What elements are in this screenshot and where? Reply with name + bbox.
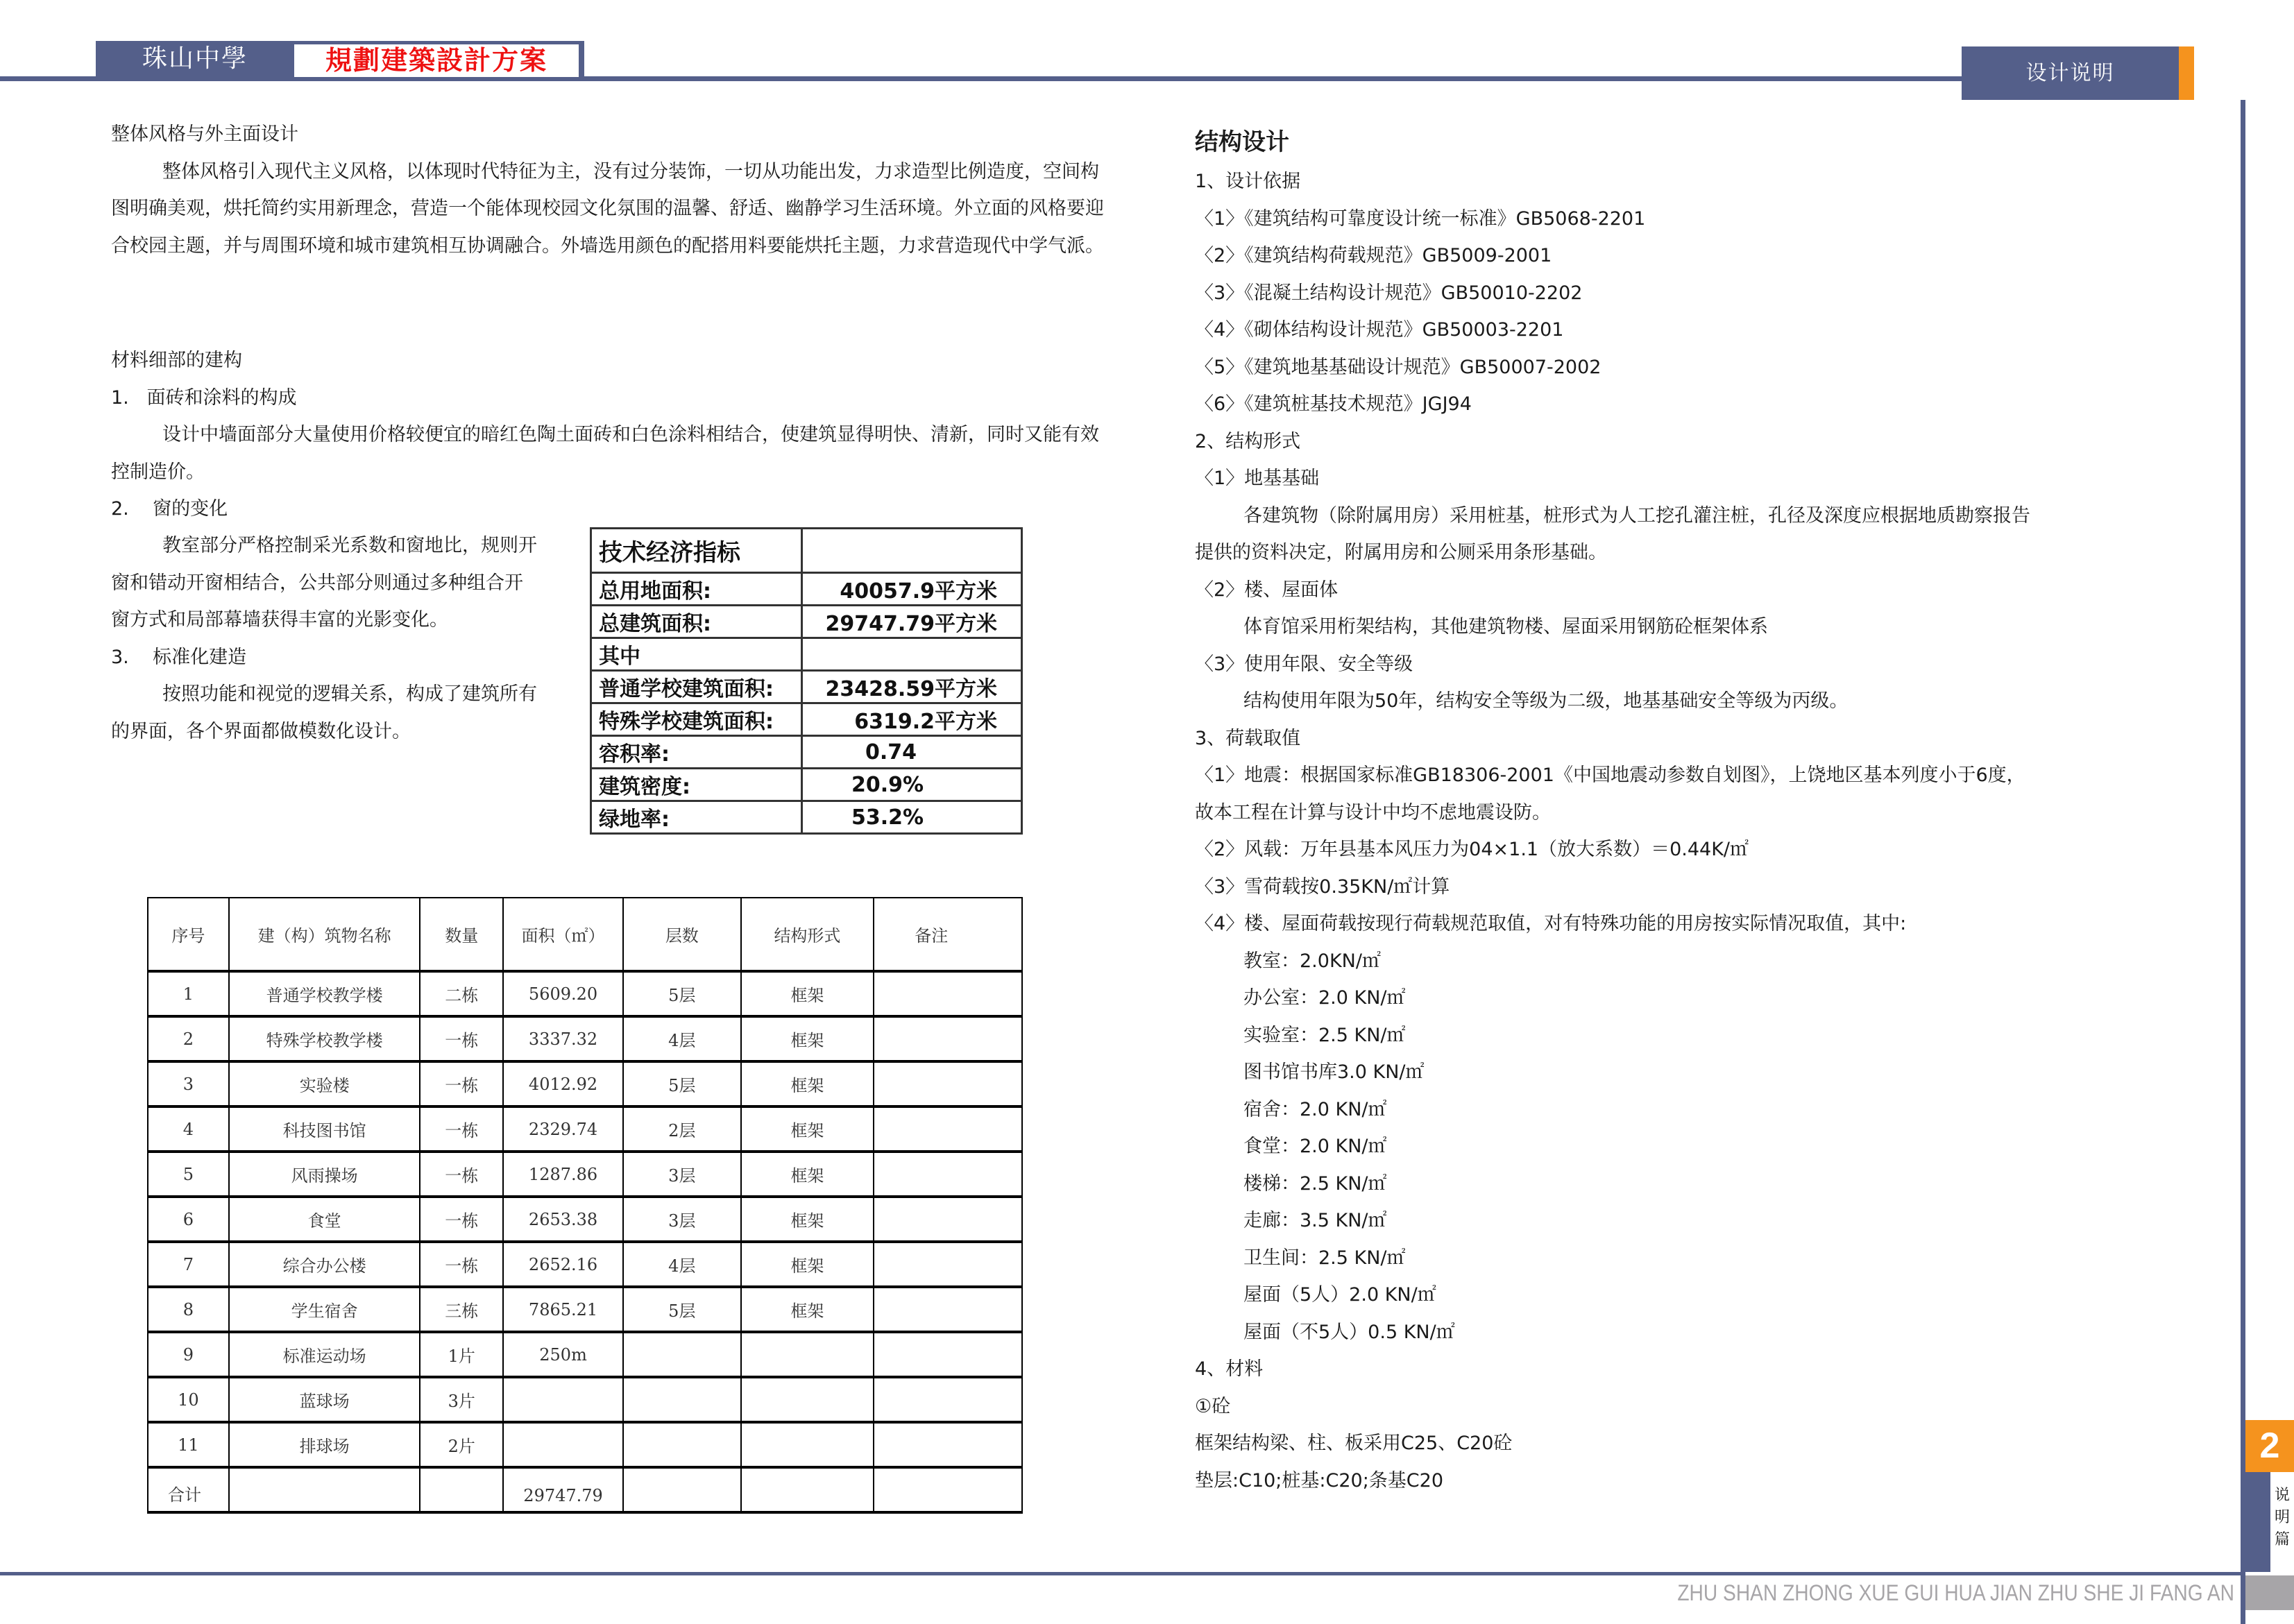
cell-index: 9: [148, 1332, 229, 1377]
basis-item: 〈2〉《建筑结构荷载规范》GB5009-2001: [1195, 245, 1552, 266]
indicator-value: 53.2%: [802, 801, 1022, 834]
cell-name: 普通学校教学楼: [229, 971, 420, 1016]
cell-index: 1: [148, 971, 229, 1016]
col-header-area: 面积（㎡）: [503, 898, 623, 971]
section-tab: 设计说明: [1962, 46, 2179, 100]
indicator-label: 总用地面积:: [591, 573, 802, 606]
cell-area: 3337.32: [503, 1016, 623, 1061]
cell-notes: [874, 1422, 1022, 1467]
basis-item: 〈1〉《建筑结构可靠度设计统一标准》GB5068-2201: [1195, 207, 1646, 230]
table-row: [148, 1016, 1022, 1061]
table-row: [148, 1377, 1022, 1422]
page-corner: [2245, 1575, 2294, 1610]
cell-area: 1287.86: [503, 1152, 623, 1197]
indicator-label: 普通学校建筑面积:: [591, 671, 802, 703]
cell-structure: 框架: [741, 1061, 874, 1106]
cell-notes: [874, 1106, 1022, 1152]
col-header-notes: 备注: [874, 898, 1022, 971]
cell-area: 5609.20: [503, 971, 623, 1016]
load-snow: 〈3〉雪荷载按0.35KN/㎡计算: [1195, 875, 1450, 898]
table-row: [148, 1152, 1022, 1197]
cell-structure: [741, 1377, 874, 1422]
form-1-body: 各建筑物（除附属用房）采用桩基，桩形式为人工挖孔灌注桩，孔径及深度应根据地质勘察报告: [1243, 504, 2030, 527]
cell-floors: 3层: [623, 1197, 741, 1242]
material-line: 垫层:C10;桩基:C20;条基C20: [1195, 1469, 1444, 1491]
indicator-title-blank: [802, 529, 1022, 573]
basis-item: 〈3〉《混凝土结构设计规范》GB50010-2202: [1195, 282, 1583, 304]
building-header-row: [148, 898, 1022, 971]
total-label: 合计: [148, 1467, 229, 1512]
cell-count: 二栋: [420, 971, 503, 1016]
cell-floors: 5层: [623, 1287, 741, 1332]
header-rule: [0, 76, 1978, 81]
load-value: 楼梯：2.5 KN/㎡: [1243, 1172, 1387, 1195]
load-value: 食堂：2.0 KN/㎡: [1243, 1136, 1387, 1157]
cell-count: 1片: [420, 1332, 503, 1377]
material-heading: 4、材料: [1195, 1358, 1264, 1380]
cell-name: 风雨操场: [229, 1152, 420, 1197]
cell-notes: [874, 1152, 1022, 1197]
cell-notes: [874, 1287, 1022, 1332]
cell-structure: 框架: [741, 971, 874, 1016]
indicator-row: [591, 736, 1022, 769]
cell-count: 一栋: [420, 1061, 503, 1106]
cell-floors: 5层: [623, 1061, 741, 1106]
load-value: 图书馆书库3.0 KN/㎡: [1243, 1061, 1425, 1083]
cell-area: 250m: [503, 1332, 623, 1377]
cell-notes: [874, 971, 1022, 1016]
cell-notes: [874, 1242, 1022, 1287]
item3-body: 按照功能和视觉的逻辑关系，构成了建筑所有的界面，各个界面都做模数化设计。: [111, 683, 537, 742]
style-section: [111, 116, 1103, 264]
form-heading: 2、结构形式: [1195, 430, 1301, 452]
cell-index: 7: [148, 1242, 229, 1287]
col-header-structure: 结构形式: [741, 898, 874, 971]
load-value: 宿舍：2.0 KN/㎡: [1243, 1098, 1387, 1120]
indicator-header-row: [591, 529, 1022, 573]
cell-notes: [874, 1061, 1022, 1106]
indicator-row: [591, 638, 1022, 671]
cell-area: 4012.92: [503, 1061, 623, 1106]
style-body: 整体风格引入现代主义风格，以体现时代特征为主，没有过分装饰，一切从功能出发，力求造型比例造度，空间构图明确美观，烘托简约实用新理念，营造一个能体现校园文化氛围的温馨、舒适、幽静学习生活环境。外立面的风格要迎合校园主题，并与周围环境和城市建筑相互协调融合。外墙选用颜色的配搭用料要能烘托主题，力求营造现代中学气派。: [111, 160, 1104, 257]
table-row: [148, 1287, 1022, 1332]
cell-count: 一栋: [420, 1197, 503, 1242]
col-header-count: 数量: [420, 898, 503, 971]
cell-area: [503, 1422, 623, 1467]
table-row: [148, 1422, 1022, 1467]
indicator-value: 40057.9平方米: [802, 573, 1022, 606]
cell-structure: 框架: [741, 1152, 874, 1197]
total-blank: [229, 1467, 420, 1512]
total-blank: [623, 1467, 741, 1512]
cell-floors: 3层: [623, 1152, 741, 1197]
page-number: 2: [2245, 1420, 2294, 1472]
cell-count: 三栋: [420, 1287, 503, 1332]
item2-body: 教室部分严格控制采光系数和窗地比，规则开窗和错动开窗相结合，公共部分则通过多种组合开窗方式和局部幕墙获得丰富的光影变化。: [111, 535, 537, 631]
cell-structure: 框架: [741, 1106, 874, 1152]
cell-floors: [623, 1332, 741, 1377]
cell-count: 一栋: [420, 1242, 503, 1287]
cell-name: 实验楼: [229, 1061, 420, 1106]
cell-name: 综合办公楼: [229, 1242, 420, 1287]
cell-name: 排球场: [229, 1422, 420, 1467]
col-header-floors: 层数: [623, 898, 741, 971]
indicator-row: [591, 671, 1022, 703]
cell-floors: 5层: [623, 971, 741, 1016]
cell-structure: [741, 1422, 874, 1467]
header-brand: [96, 41, 584, 77]
indicator-label: 容积率:: [591, 736, 802, 769]
cell-name: 食堂: [229, 1197, 420, 1242]
load-value: 屋面（5人）2.0 KN/㎡: [1243, 1284, 1436, 1306]
cell-index: 10: [148, 1377, 229, 1422]
indicator-title: 技术经济指标: [591, 529, 802, 573]
cell-floors: [623, 1377, 741, 1422]
material-heading: 材料细部的建构: [111, 350, 242, 371]
load-value: 屋面（不5人）0.5 KN/㎡: [1243, 1321, 1455, 1343]
load-value: 走廊：3.5 KN/㎡: [1243, 1210, 1387, 1231]
total-blank: [741, 1467, 874, 1512]
cell-floors: 2层: [623, 1106, 741, 1152]
indicator-label: 其中: [591, 638, 802, 671]
table-row: [148, 1061, 1022, 1106]
load-value: 卫生间：2.5 KN/㎡: [1243, 1247, 1406, 1269]
cell-count: 一栋: [420, 1016, 503, 1061]
building-total-row: [148, 1467, 1022, 1512]
cell-index: 6: [148, 1197, 229, 1242]
indicator-row: [591, 606, 1022, 638]
form-1-body-cont: 提供的资料决定，附属用房和公厕采用条形基础。: [1195, 542, 1607, 563]
cell-notes: [874, 1197, 1022, 1242]
cell-index: 8: [148, 1287, 229, 1332]
item1-title: 1. 面砖和涂料的构成: [111, 386, 297, 409]
load-heading: 3、荷载取值: [1195, 727, 1301, 749]
chapter-label: [2270, 1485, 2294, 1551]
cell-floors: [623, 1422, 741, 1467]
load-seismic-cont: 故本工程在计算与设计中均不虑地震设防。: [1195, 801, 1551, 823]
indicator-row: [591, 573, 1022, 606]
table-row: [148, 1197, 1022, 1242]
indicator-value: 23428.59平方米: [802, 671, 1022, 703]
table-row: [148, 971, 1022, 1016]
basis-item: 〈5〉《建筑地基基础设计规范》GB50007-2002: [1195, 356, 1601, 378]
indicator-value: 0.74: [802, 736, 1022, 769]
chapter-char: 说: [2274, 1487, 2290, 1504]
right-margin-rule: [2241, 100, 2245, 1624]
load-floor: 〈4〉楼、屋面荷载按现行荷载规范取值，对有特殊功能的用房按实际情况取值，其中:: [1195, 913, 1907, 934]
cell-area: 2653.38: [503, 1197, 623, 1242]
item2-title: 2. 窗的变化: [111, 498, 228, 520]
chapter-char: 明: [2274, 1509, 2290, 1526]
load-value: 教室：2.0KN/㎡: [1243, 950, 1381, 972]
table-row: [148, 1106, 1022, 1152]
load-seismic: 〈1〉地震：根据国家标准GB18306-2001《中国地震动参数自划图》，上饶地区基本列度小于6度，: [1195, 764, 2025, 786]
structure-title: 结构设计: [1195, 128, 1289, 156]
cell-index: 11: [148, 1422, 229, 1467]
cell-name: 蓝球场: [229, 1377, 420, 1422]
basis-item: 〈6〉《建筑桩基技术规范》JGJ94: [1195, 393, 1472, 415]
page-strip: [2245, 1472, 2270, 1572]
indicator-row: [591, 703, 1022, 736]
cell-floors: 4层: [623, 1242, 741, 1287]
indicator-label: 建筑密度:: [591, 769, 802, 801]
form-2-title: 〈2〉楼、屋面体: [1195, 579, 1339, 601]
indicator-value: [802, 638, 1022, 671]
cell-name: 学生宿舍: [229, 1287, 420, 1332]
basis-item: 〈4〉《砌体结构设计规范》GB50003-2201: [1195, 319, 1564, 341]
indicator-value: 29747.79平方米: [802, 606, 1022, 638]
cell-floors: 4层: [623, 1016, 741, 1061]
form-3-body: 结构使用年限为50年，结构安全等级为二级，地基基础安全等级为丙级。: [1243, 690, 1849, 712]
item3-title: 3. 标准化建造: [111, 646, 247, 668]
cell-name: 标准运动场: [229, 1332, 420, 1377]
footer-pinyin: ZHU SHAN ZHONG XUE GUI HUA JIAN ZHU SHE JI FANG AN: [1677, 1580, 2234, 1605]
chapter-char: 篇: [2274, 1531, 2290, 1548]
cell-count: 一栋: [420, 1152, 503, 1197]
cell-index: 3: [148, 1061, 229, 1106]
table-row: [148, 1242, 1022, 1287]
indicator-value: 20.9%: [802, 769, 1022, 801]
school-name: 珠山中學: [142, 44, 248, 73]
cell-area: 7865.21: [503, 1287, 623, 1332]
cell-count: 一栋: [420, 1106, 503, 1152]
col-header-name: 建（构）筑物名称: [229, 898, 420, 971]
table-row: [148, 1332, 1022, 1377]
cell-notes: [874, 1377, 1022, 1422]
cell-structure: 框架: [741, 1242, 874, 1287]
building-rows: [148, 971, 1022, 1467]
indicator-row: [591, 769, 1022, 801]
total-blank: [874, 1467, 1022, 1512]
document-title: 規劃建築設計方案: [294, 44, 579, 77]
indicator-label: 绿地率:: [591, 801, 802, 834]
cell-count: 3片: [420, 1377, 503, 1422]
indicator-table: [590, 527, 1023, 835]
form-3-title: 〈3〉使用年限、安全等级: [1195, 653, 1413, 675]
section-tab-accent: [2179, 46, 2194, 100]
item1-body: 设计中墙面部分大量使用价格较便宜的暗红色陶土面砖和白色涂料相结合，使建筑显得明快、清新，同时又能有效控制造价。: [111, 424, 1099, 483]
indicator-label: 总建筑面积:: [591, 606, 802, 638]
total-blank: [420, 1467, 503, 1512]
cell-area: 2329.74: [503, 1106, 623, 1152]
basis-heading: 1、设计依据: [1195, 171, 1301, 192]
cell-area: 2652.16: [503, 1242, 623, 1287]
indicator-label: 特殊学校建筑面积:: [591, 703, 802, 736]
load-value: 实验室：2.5 KN/㎡: [1243, 1024, 1406, 1046]
load-value: 办公室：2.0 KN/㎡: [1243, 987, 1406, 1009]
indicator-row: [591, 801, 1022, 834]
form-1-title: 〈1〉地基基础: [1195, 468, 1320, 489]
cell-index: 2: [148, 1016, 229, 1061]
cell-structure: [741, 1332, 874, 1377]
structure-section: [1195, 121, 2194, 1499]
cell-notes: [874, 1332, 1022, 1377]
form-2-body: 体育馆采用桁架结构，其他建筑物楼、屋面采用钢筋砼框架体系: [1243, 616, 1768, 638]
indicator-value: 6319.2平方米: [802, 703, 1022, 736]
total-area: 29747.79: [503, 1467, 623, 1512]
cell-index: 5: [148, 1152, 229, 1197]
cell-name: 特殊学校教学楼: [229, 1016, 420, 1061]
material-section: [111, 342, 1103, 528]
cell-structure: 框架: [741, 1287, 874, 1332]
cell-count: 2片: [420, 1422, 503, 1467]
col-header-index: 序号: [148, 898, 229, 971]
item2-section: [111, 527, 541, 750]
material-sub: ①砼: [1195, 1395, 1231, 1417]
cell-name: 科技图书馆: [229, 1106, 420, 1152]
material-line: 框架结构梁、柱、板采用C25、C20砼: [1195, 1433, 1513, 1454]
building-table: [147, 897, 1023, 1514]
cell-area: [503, 1377, 623, 1422]
style-heading: 整体风格与外主面设计: [111, 123, 298, 145]
load-wind: 〈2〉风载：万年县基本风压力为04×1.1（放大系数）＝0.44K/㎡: [1195, 839, 1749, 860]
cell-structure: 框架: [741, 1016, 874, 1061]
cell-index: 4: [148, 1106, 229, 1152]
cell-structure: 框架: [741, 1197, 874, 1242]
cell-notes: [874, 1016, 1022, 1061]
